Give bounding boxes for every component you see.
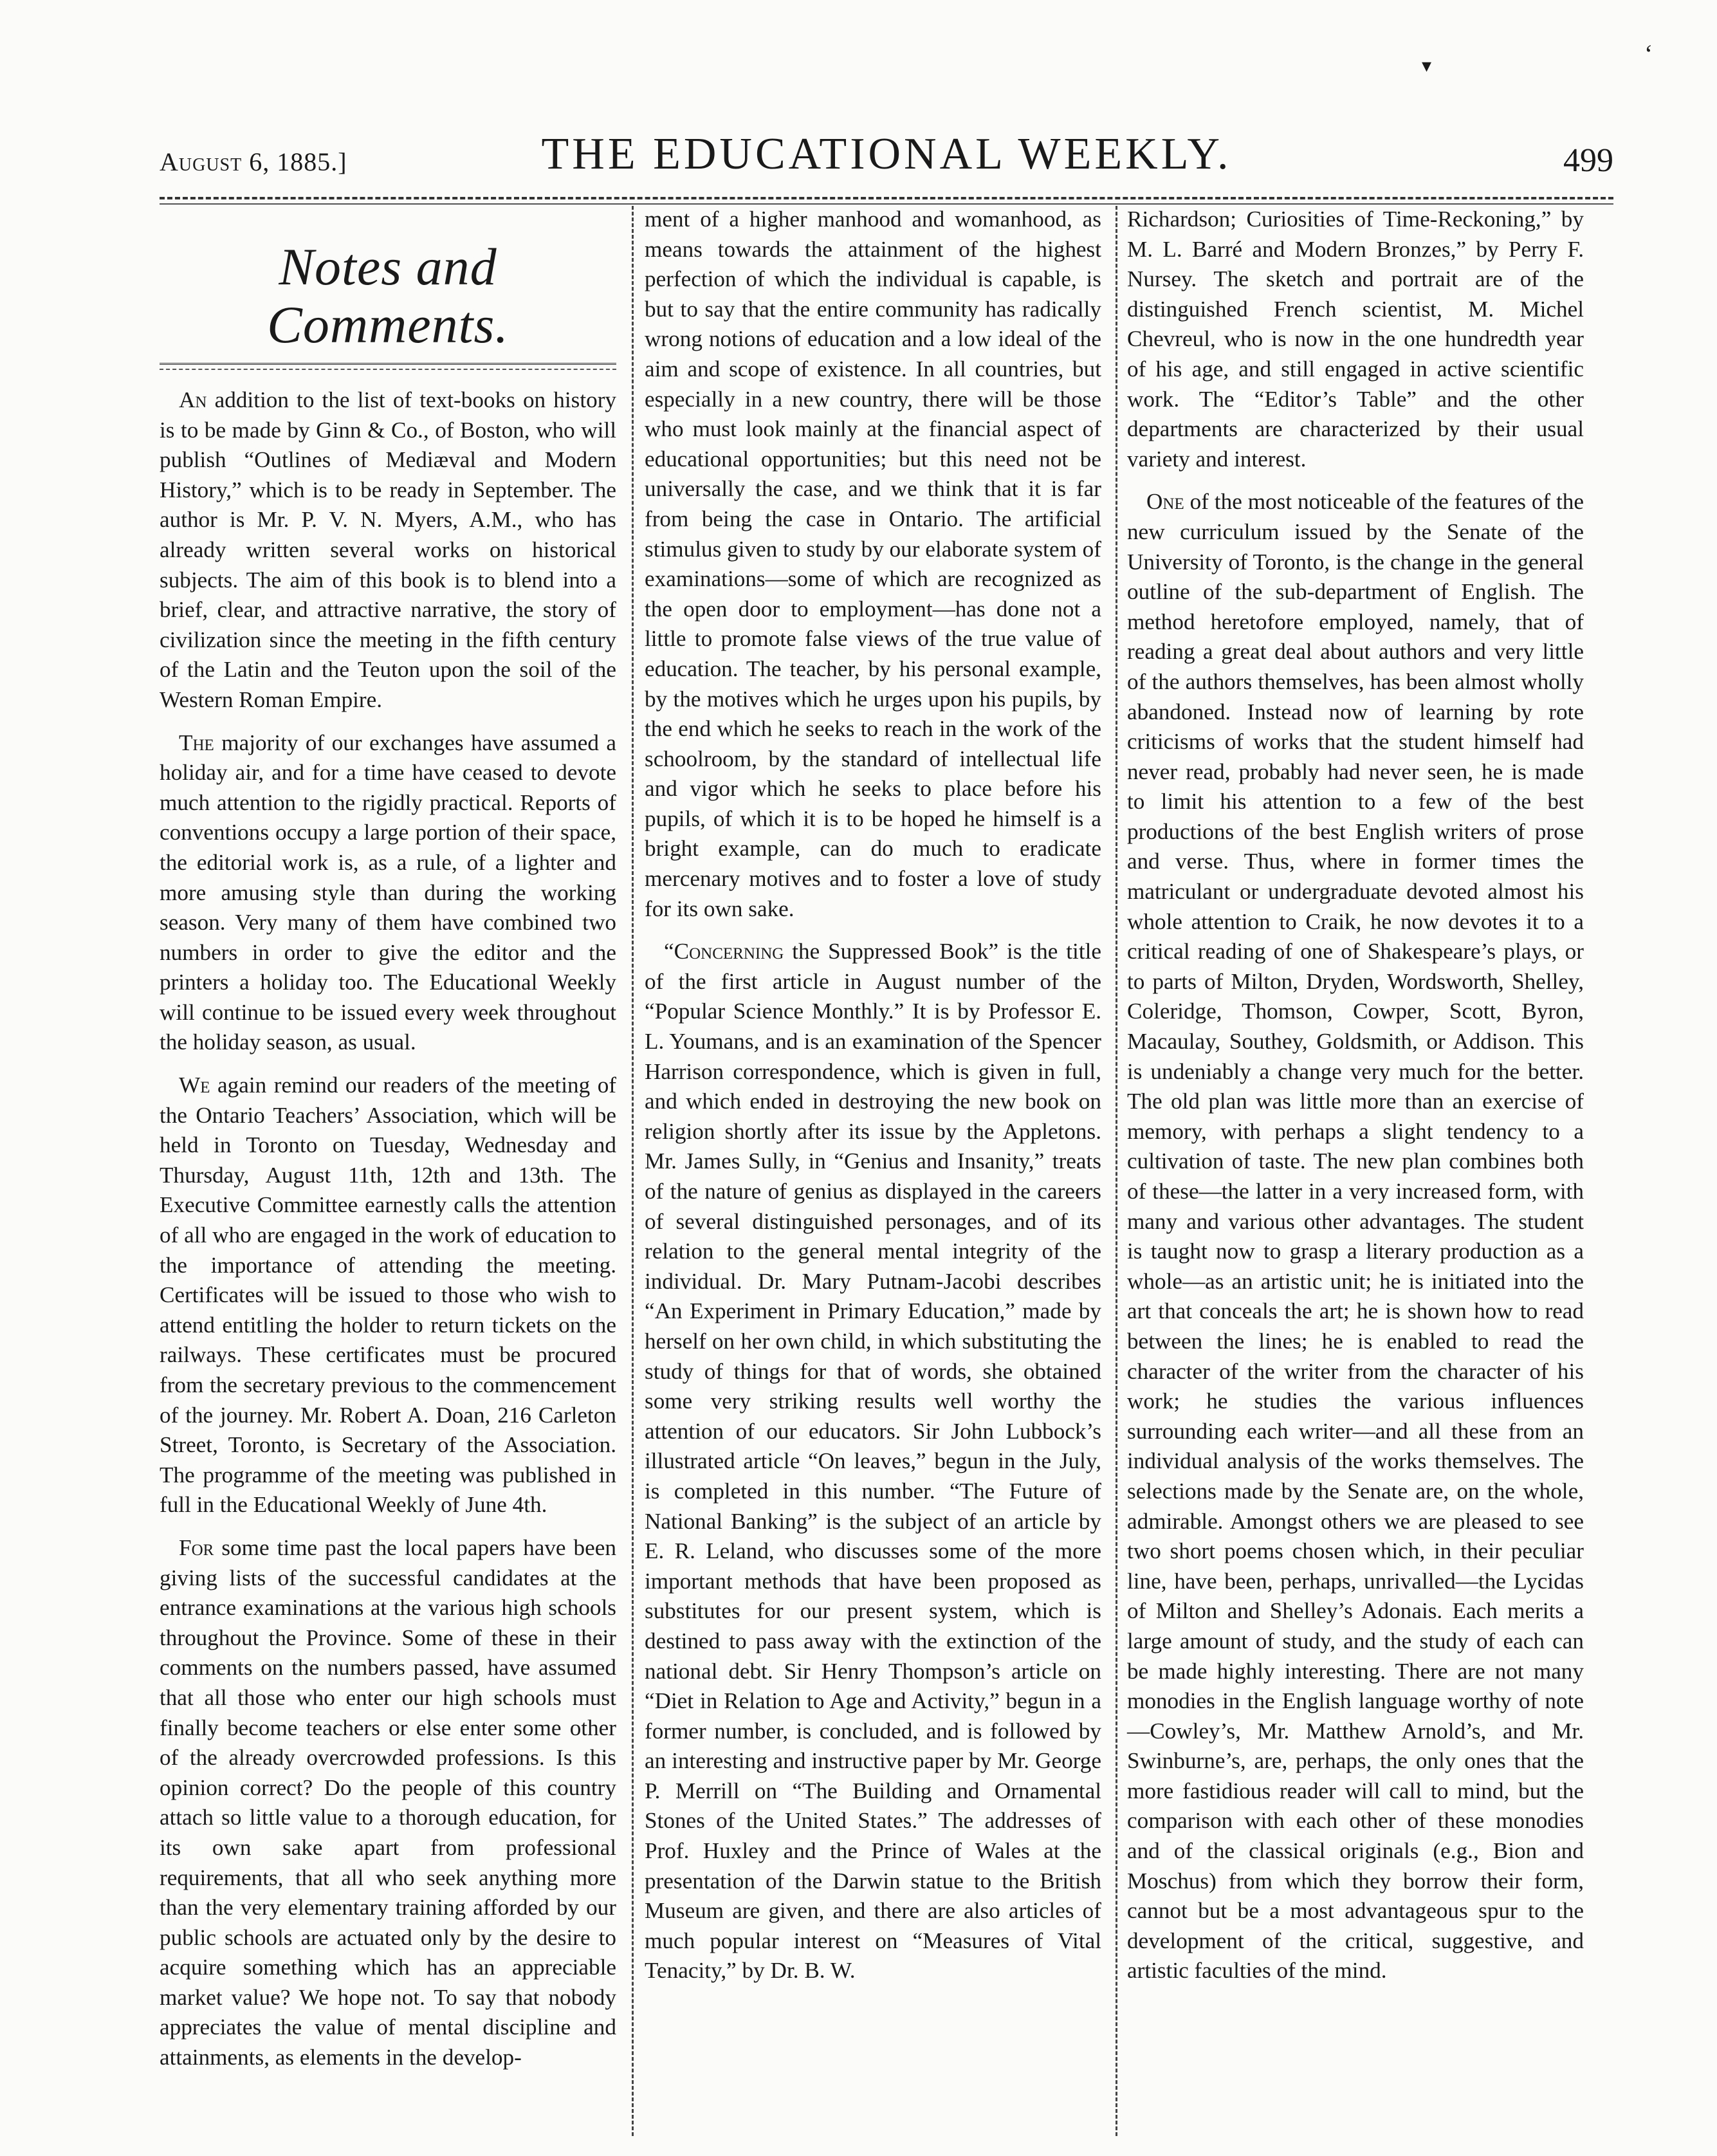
- paragraph-text: some time past the local papers have been giving lists of the successful candidates at the entrance examinations at the various high schools throughout the Province. Some of these in their comments on the numbers passed, have assumed that all those who enter our high schools must finally become teachers or else enter some other of the already overcrowded professions. Is this opinion correct? Do the people of this country attach so little value to a thorough education, for its own sake apart from professional requirements, that all who seek anything more than the very elementary training afforded by our public schools are actuated only by the desire to acquire something which has an appreciable market value? We hope not. To say that nobody appreciates the value of mental discipline and attainments, as elements in the develop-: [160, 1534, 616, 2070]
- column-divider: [1116, 206, 1117, 2136]
- article-paragraph: [1127, 487, 1584, 1986]
- column-3: [1127, 205, 1584, 1999]
- paragraph-text: majority of our exchanges have assumed a holiday air, and for a time have ceased to devote much attention to the rigidly practical. Reports of conventions occupy a large portion of their space, the editorial work is, as a rule, of a lighter and more amusing style than during the working season. Very many of them have combined two numbers in order to give the editor and the printers a holiday too. The Educational Weekly will continue to be issued every week throughout the holiday season, as usual.: [160, 730, 617, 1055]
- article-paragraph: [160, 1533, 616, 2073]
- paragraph-lead-word: For: [179, 1534, 214, 1560]
- paragraph-text: Richardson; Curiosities of Time-Reckoning,” by M. L. Barré and Modern Bronzes,” by Perry F. Nursey. The sketch and portrait are of the distinguished French scientist, M. Michel Chevreul, who is now in the one hundredth year of his age, and still engaged in active scientific work. The “Editor’s Table” and the other departments are characterized by their usual variety and interest.: [1127, 207, 1584, 472]
- article-paragraph: [160, 1071, 616, 1520]
- paragraph-text: again remind our readers of the meeting of the Ontario Teachers’ Association, which will be held in Toronto on Tuesday, Wednesday and Thursday, August 11th, 12th and 13th. The Executive Committee earnestly calls the attention of all who are engaged in the work of education to the importance of attending the meeting. Certificates will be issued to those who wish to attend entitling the holder to return tickets on the railways. These certificates must be procured from the secretary previous to the commencement of the journey. Mr. Robert A. Doan, 216 Carleton Street, Toronto, is Secretary of the Association. The programme of the meeting was published in full in the Educational Weekly of June 4th.: [160, 1073, 617, 1518]
- article-paragraph: [645, 937, 1101, 1986]
- column-1: [160, 212, 616, 2086]
- speck-mark: ‘: [1644, 39, 1653, 68]
- page-number: 499: [1563, 142, 1613, 179]
- issue-date: August 6, 1885.]: [160, 147, 347, 176]
- article-paragraph: [645, 205, 1101, 924]
- paragraph-text: addition to the list of text-books on history is to be made by Ginn & Co., of Boston, who will publish “Outlines of Mediæval and Modern History,” which is to be ready in September. The author is Mr. P. V. N. Myers, A.M., who has already written several works on historical subjects. The aim of this book is to blend into a brief, clear, and attractive narrative, the story of civilization since the meeting in the fifth century of the Latin and the Teuton upon the soil of the Western Roman Empire.: [160, 387, 617, 712]
- column-2: [645, 205, 1101, 1999]
- paragraph-lead-word: An: [179, 387, 207, 412]
- publication-title: THE EDUCATIONAL WEEKLY.: [541, 129, 1232, 179]
- article-paragraph: [1127, 205, 1584, 474]
- column-divider: [632, 206, 634, 2136]
- paragraph-text: ment of a higher manhood and womanhood, as means towards the attainment of the highest perfection of which the individual is capable, is but to say that the entire community has radically wrong notions of education and a low ideal of the aim and scope of existence. In all countries, but especially in a new country, there will be those who must look mainly at the financial aspect of educational opportunities; but this need not be universally the case, and we think that it is far from being the case in Ontario. The artificial stimulus given to study by our elaborate system of examinations—some of which are recognized as the open door to employment—has done not a little to promote false views of the true value of education. The teacher, by his personal example, by the motives which he urges upon his pupils, by the end which he seeks to reach in the work of the schoolroom, by the standard of intellectual life and vigor which he seeks to place before his pupils, of which it is to be hoped he himself is a bright example, can do much to eradicate mercenary motives and to foster a love of study for its own sake.: [645, 207, 1101, 921]
- article-paragraph: [160, 728, 616, 1058]
- paragraph-lead-word: “Concerning: [664, 939, 784, 964]
- paragraph-text: of the most noticeable of the features of the new curriculum issued by the Senate of the University of Toronto, is the change in the general outline of the sub-department of English. The method heretofore employed, namely, that of reading a great deal about authors and very little of the authors themselves, has been almost wholly abandoned. Instead now of learning by rote criticisms of works that the student himself had never read, probably had never seen, he is made to limit his attention to a few of the best productions of the best English writers of prose and verse. Thus, where in former times the matriculant or undergraduate devoted almost his whole attention to Craik, he now devotes it to a critical reading of one of Shakespeare’s plays, or to parts of Milton, Dryden, Wordsworth, Shelley, Coleridge, Thomson, Cowper, Scott, Byron, Macaulay, Southey, Goldsmith, or Addison. This is undeniably a change very much for the better. The old plan was little more than an exercise of memory, with perhaps a slight tendency to a cultivation of taste. The new plan combines both of these—the latter in a very increased form, with many and various other advantages. The student is taught now to grasp a literary production as a whole—as an artistic unit; he is initiated into the art that conceals the art; he is shown how to read between the lines; he is enabled to read the character of the writer from the character of his work; he studies the various influences surrounding each writer—and all these from an individual analysis of the works themselves. The selections made by the Senate are, on the whole, admirable. Amongst others we are pleased to see two short poems chosen which, in their peculiar line, have been, perhaps, unrivalled—the Lycidas of Milton and Shelley’s Adonais. Each merits a large amount of study, and the study of each can be made highly interesting. There are not many monodies in the English language worthy of note—Cowley’s, Mr. Matthew Arnold’s, and Mr. Swinburne’s, are, perhaps, the only ones that the more fastidious reader will call to mind, but the comparison with each other of these monodies and of the classical originals (e.g., Bion and Moschus) from which they borrow their form, cannot but be a most advantageous spur to the development of the critical, suggestive, and artistic faculties of the mind.: [1127, 489, 1584, 1984]
- section-title: Notes and Comments.: [267, 237, 509, 354]
- article-paragraph: [160, 385, 616, 715]
- paragraph-text: the Suppressed Book” is the title of the first article in August number of the “Popular Science Monthly.” It is by Professor E. L. Youmans, and is an examination of the Spencer Harrison correspondence, which is given in full, and which ended in destroying the new book on religion shortly after its issue by the Appletons. Mr. James Sully, in “Genius and Insanity,” treats of the nature of genius as displayed in the careers of several distinguished personages, and of its relation to the general mental integrity of the individual. Dr. Mary Putnam-Jacobi describes “An Experiment in Primary Education,” made by herself on her own child, in which substituting the study of things for that of words, she obtained some very striking results well worthy the attention of our educators. Sir John Lubbock’s illustrated article “On leaves,” begun in the July, is completed in this number. “The Future of National Banking” is the subject of an article by E. R. Leland, who discusses some of the more important methods that have been proposed as substitutes for our present system, which is destined to pass away with the extinction of the national debt. Sir Henry Thompson’s article on “Diet in Relation to Age and Activity,” begun in a former number, is concluded, and is followed by an interesting and instructive paper by Mr. George P. Merrill on “The Building and Ornamental Stones of the United States.” The addresses of Prof. Huxley and the Prince of Wales at the presentation of the Darwin statue to the British Museum are given, and there are also articles of much popular interest on “Measures of Vital Tenacity,” by Dr. B. W.: [645, 939, 1102, 1984]
- paragraph-lead-word: We: [179, 1073, 210, 1098]
- page-header: [160, 129, 1613, 199]
- header-rule: [160, 197, 1613, 199]
- title-rule: [160, 363, 616, 370]
- speck-mark: ▾: [1422, 55, 1432, 77]
- paragraph-lead-word: The: [179, 730, 214, 755]
- paragraph-lead-word: One: [1146, 489, 1184, 515]
